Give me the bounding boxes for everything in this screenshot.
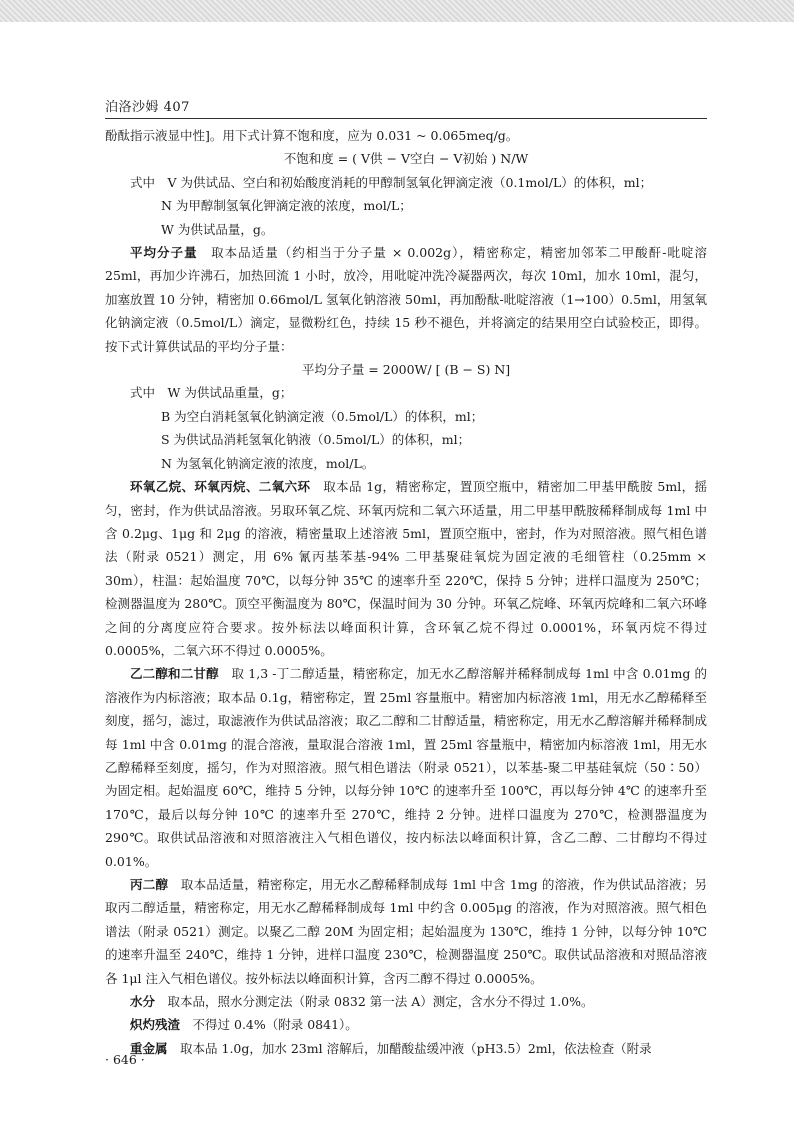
- section-heading: 水分: [130, 994, 156, 1010]
- section-text: 取本品适量（约相当于分子量 × 0.002g），精密称定，精密加邻苯二甲酸酐-吡啶溶 25ml，再加少许沸石，加热回流 1 小时，放冷，用吡啶冲洗冷凝器两次，每次 10ml，加水 10ml，混匀，加塞放置 10 分钟，精密加 0.66mol/L 氢氧化钠溶液 50ml，再加酚酞-吡啶溶液（1→100）0.5ml，用氢氧化钠滴定液（0.5mol/L）滴定，显微粉红色，持续 15 秒不褪色，并将滴定的结果用空白试验校正，即得。按下式计算供试品的平均分子量：: [105, 245, 707, 354]
- section-heading: 乙二醇和二甘醇: [130, 666, 219, 682]
- body-paragraph: 酚酞指示液显中性]。用下式计算不饱和度，应为 0.031 ~ 0.065meq/g。: [105, 128, 519, 143]
- section-glycols: [105, 662, 707, 873]
- section-text: 取 1,3 -丁二醇适量，精密称定，加无水乙醇溶解并稀释制成每 1ml 中含 0.01mg 的溶液作为内标溶液；取本品 0.1g，精密称定，置 25ml 容量瓶中。精密加内标溶液 1ml，用无水乙醇稀释至刻度，摇匀，滤过，取滤液作为供试品溶液；取乙二醇和二甘醇适量，精密称定，用无水乙醇溶解并稀释制成每 1ml 中含 0.01mg 的混合溶液，量取混合溶液 1ml，置 25ml 容量瓶中，精密加内标溶液 1ml，用无水乙醇稀释至刻度，摇匀，作为对照溶液。照气相色谱法（附录 0521），以苯基-聚二甲基硅氧烷（50∶50）为固定相。起始温度 60℃，维持 5 分钟，以每分钟 10℃ 的速率升至 100℃，再以每分钟 4℃ 的速率升至 170℃，最后以每分钟 10℃ 的速率升至 270℃，维持 2 分钟。进样口温度为 270℃，检测器温度为 290℃。取供试品溶液和对照溶液注入气相色谱仪，按内标法以峰面积计算，含乙二醇、二甘醇均不得过 0.01%。: [105, 666, 707, 869]
- variable-definition: B 为空白消耗氢氧化钠滴定液（0.5mol/L）的体积，ml；: [161, 408, 484, 424]
- section-heading: 炽灼残渣: [130, 1017, 181, 1033]
- section-heading: 丙二醇: [130, 877, 169, 892]
- variable-definition: N 为氢氧化钠滴定液的浓度，mol/L。: [161, 455, 375, 471]
- section-heading: 环氧乙烷、环氧丙烷、二氧六环: [130, 479, 311, 495]
- page-number: · 646 ·: [105, 1052, 145, 1067]
- section-residue-on-ignition: [105, 1013, 707, 1036]
- section-text: 取本品，照水分测定法（附录 0832 第一法 A）测定，含水分不得过 1.0%。: [155, 994, 594, 1010]
- section-heavy-metals: [105, 1037, 707, 1060]
- equation-unsaturation: 不饱和度 = ( V供 − V空白 − V初始 ) N/W: [283, 151, 529, 167]
- section-text: 取本品 1.0g，加水 23ml 溶解后，加醋酸盐缓冲液（pH3.5）2ml，依法检查（附录: [167, 1040, 652, 1056]
- variable-definition: S 为供试品消耗氢氧化钠液（0.5mol/L）的体积，ml；: [161, 432, 471, 448]
- header-rule: [105, 118, 707, 119]
- page-body: [105, 124, 707, 1060]
- section-text: 取本品适量，精密称定，用无水乙醇稀释制成每 1ml 中含 1mg 的溶液，作为供试品溶液；另取丙二醇适量，精密称定，用无水乙醇稀释制成每 1ml 中约含 0.005μg 的溶液，作为对照溶液。照气相色谱法（附录 0521）测定。以聚乙二醇 20M 为固定相；起始温度为 130℃，维持 1 分钟，以每分钟 10℃ 的速率升温至 240℃，维持 1 分钟，进样口温度 230℃，检测器温度 250℃。取供试品溶液和对照品溶液各 1μl 注入气相色谱仪。按外标法以峰面积计算，含丙二醇不得过 0.0005%。: [105, 877, 707, 986]
- variable-definition: W 为供试品量，g。: [161, 221, 274, 237]
- section-epoxides-dioxane: [105, 475, 707, 662]
- scan-top-band: [0, 0, 794, 22]
- variable-definition: 式中 V 为供试品、空白和初始酸度消耗的甲醇制氢氧化钾滴定液（0.1mol/L）的体积，ml；: [130, 174, 653, 190]
- variable-definition: 式中 W 为供试品重量，g；: [130, 385, 293, 401]
- section-text: 取本品 1g，精密称定，置顶空瓶中，精密加二甲基甲酰胺 5ml，摇匀，密封，作为供试品溶液。另取环氧乙烷、环氧丙烷和二氧六环适量，用二甲基甲酰胺稀释制成每 1ml 中含 0.2μg、1μg 和 2μg 的溶液，精密量取上述溶液 5ml，置顶空瓶中，密封，作为对照溶液。照气相色谱法（附录 0521）测定，用 6% 氰丙基苯基-94% 二甲基聚硅氧烷为固定液的毛细管柱（0.25mm × 30m），柱温：起始温度 70℃，以每分钟 35℃ 的速率升至 220℃，保持 5 分钟；进样口温度为 250℃；检测器温度为 280℃。顶空平衡温度为 80℃，保温时间为 30 分钟。环氧乙烷峰、环氧丙烷峰和二氧六环峰之间的分离度应符合要求。按外标法以峰面积计算，含环氧乙烷不得过 0.0001%，环氧丙烷不得过 0.0005%，二氧六环不得过 0.0005%。: [105, 479, 707, 658]
- section-average-molecular-weight: [105, 241, 707, 358]
- running-head: 泊洛沙姆 407: [105, 100, 190, 115]
- section-heading: 重金属: [130, 1040, 168, 1056]
- section-propylene-glycol: [105, 873, 707, 990]
- section-heading: 平均分子量: [130, 245, 198, 261]
- equation-molecular-weight: 平均分子量 = 2000W/ [ (B − S) N]: [301, 362, 511, 378]
- variable-definition: N 为甲醇制氢氧化钾滴定液的浓度，mol/L；: [161, 198, 412, 214]
- section-text: 不得过 0.4%（附录 0841）。: [180, 1017, 358, 1033]
- section-water: [105, 990, 707, 1013]
